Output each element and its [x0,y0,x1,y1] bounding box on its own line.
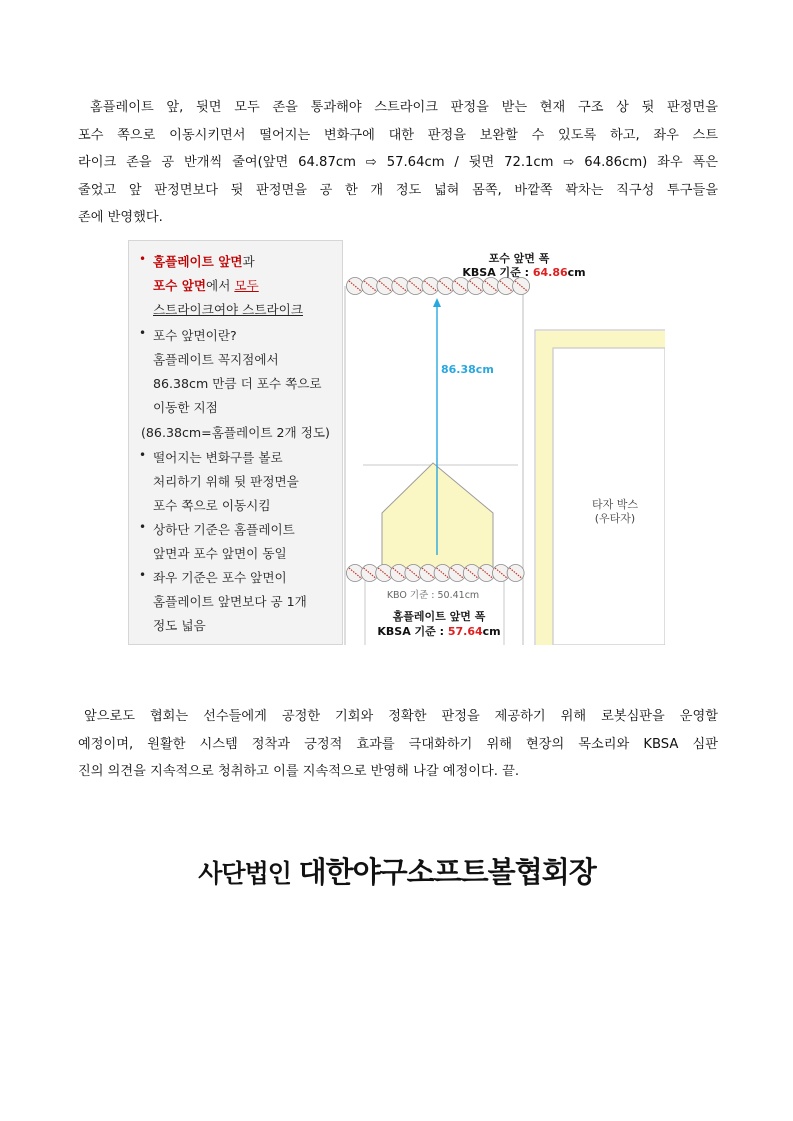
baseball-row-top [347,278,530,295]
textbox-line: 이동한 지점 [153,400,218,415]
home-width-title: 홈플레이트 앞면 폭 [392,610,486,623]
batter-box-sublabel: (우타자) [594,512,636,525]
bullet-icon: • [139,448,147,462]
baseball-icon [362,278,379,295]
textbox-line: 좌우 기준은 포수 앞면이 [153,570,287,585]
baseball-icon [467,278,484,295]
paragraph-line: 라이크 존을 공 반개씩 줄여(앞면 64.87cm ⇨ 57.64cm / 뒷면 72.1cm ⇨ 64.86cm) 좌우 폭은 [78,155,718,170]
bullet-icon: • [139,252,147,266]
textbox-line: 떨어지는 변화구를 볼로 [153,450,283,465]
paragraph-line: 존에 반영했다. [78,210,163,225]
paragraph-line: 진의 의견을 지속적으로 청취하고 이를 지속적으로 반영해 나갈 예정이다. 끝. [78,764,520,779]
baseball-icon [422,278,439,295]
bullet-icon: • [139,568,147,582]
catcher-kbsa-label: KBSA 기준 : 64.86cm [462,266,586,279]
baseball-icon [377,278,394,295]
textbox-line: 홈플레이트 꼭지점에서 [153,352,279,367]
paragraph-line: 포수 쪽으로 이동시키면서 떨어지는 변화구에 대한 판정을 보완할 수 있도록 하고, 좌우 스트 [78,127,718,143]
paragraph-line: 홈플레이트 앞, 뒷면 모두 존을 통과해야 스트라이크 판정을 받는 현재 구조 상 뒷 판정면을 [90,100,718,115]
strike-zone-figure [128,240,665,645]
textbox-line: 포수 앞면이란? [153,328,237,343]
baseball-icon [347,278,364,295]
textbox-line: 앞면과 포수 앞면이 동일 [153,546,287,561]
kbo-width-label: KBO 기준 : 50.41cm [386,590,480,601]
baseball-icon [482,278,499,295]
textbox-line: 86.38cm 만큼 더 포수 쪽으로 [153,376,322,391]
textbox-line: 포수 앞면에서 모두 [153,278,259,293]
batter-box-label: 타자 박스 [591,498,639,511]
paragraph-line: 줄었고 앞 판정면보다 뒷 판정면을 공 한 개 정도 넓혀 몸쪽, 바깥쪽 꽉차는 직구성 투구들을 [78,182,718,198]
textbox-line: (86.38cm=홈플레이트 2개 정도) [141,425,330,440]
strike-zone-diagram [343,240,665,645]
distance-label: 86.38cm [441,363,494,376]
textbox-line: 홈플레이트 앞면보다 공 1개 [153,594,307,609]
textbox-line: 스트라이크여야 스트라이크 [153,302,303,317]
textbox-line: 처리하기 위해 뒷 판정면을 [153,474,299,489]
baseball-icon [507,565,524,582]
diagram-drawing [343,240,665,645]
baseball-icon [513,278,530,295]
baseball-icon [407,278,424,295]
paragraph-line: 앞으로도 협회는 선수들에게 공정한 기회와 정확한 판정을 제공하기 위해 로봇심판을 운영할 [84,709,718,724]
baseball-icon [498,278,515,295]
textbox-line: 정도 넓음 [153,618,206,633]
baseball-icon [452,278,469,295]
body-paragraph-1 [78,94,718,232]
body-paragraph-2 [78,703,718,786]
bullet-icon: • [139,326,147,340]
textbox-line: 포수 쪽으로 이동시킴 [153,498,271,513]
explanation-textbox [128,240,343,645]
textbox-line: 홈플레이트 앞면과 [153,254,255,269]
bullet-icon: • [139,520,147,534]
baseball-icon [437,278,454,295]
textbox-line: 상하단 기준은 홈플레이트 [153,522,295,537]
paragraph-line: 예정이며, 원활한 시스템 정착과 긍정적 효과를 극대화하기 위해 현장의 목소리와 KBSA 심판 [78,736,718,752]
catcher-width-title: 포수 앞면 폭 [488,252,550,265]
baseball-icon [392,278,409,295]
home-kbsa-label: KBSA 기준 : 57.64cm [377,625,501,638]
organization-signature: 사단법인 대한야구소프트볼협회장 [198,855,596,889]
